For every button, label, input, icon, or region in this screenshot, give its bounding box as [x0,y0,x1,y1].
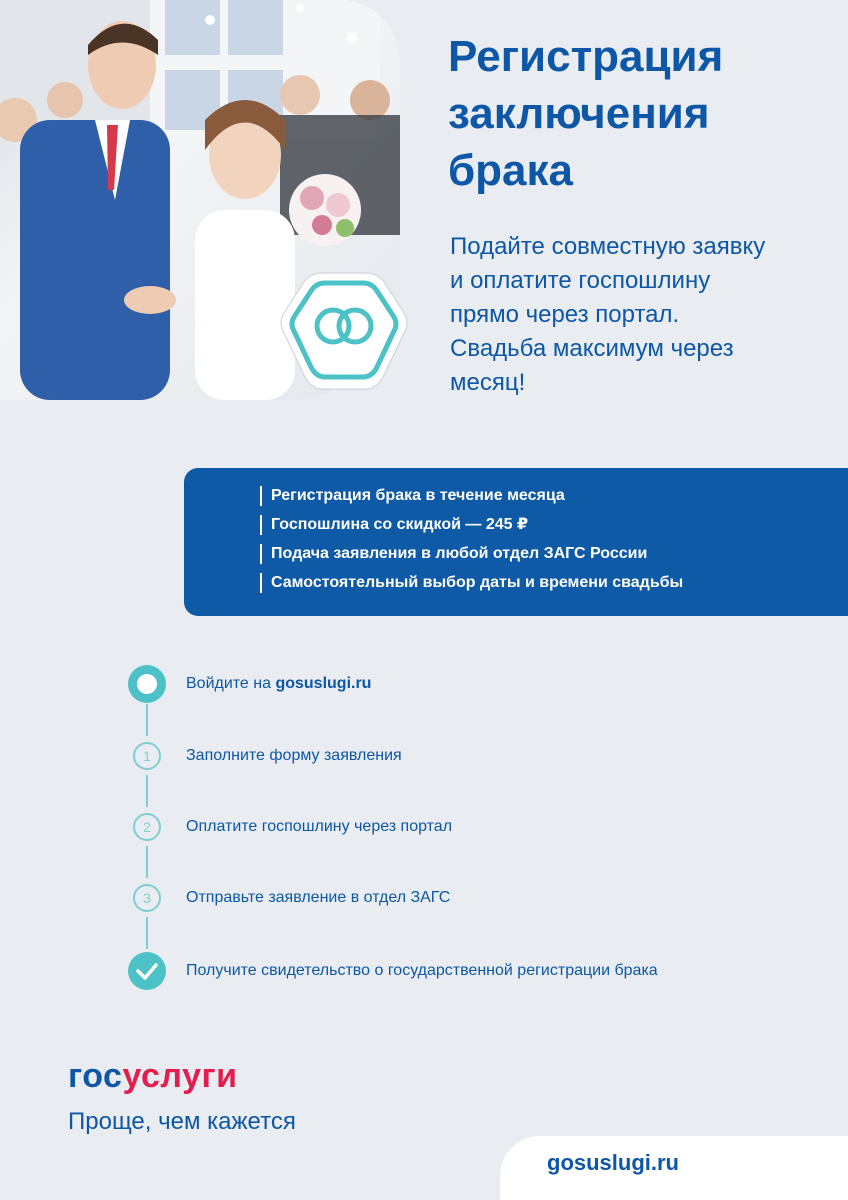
step-label: Заполните форму заявления [186,747,402,764]
step-number: 3 [143,890,151,906]
wedding-rings-icon [277,265,411,399]
gosuslugi-logo [68,1056,238,1096]
step-number-icon [132,883,162,918]
step-number-icon [132,741,162,776]
start-circle-icon [127,664,167,709]
benefits-panel [184,468,848,616]
portal-link[interactable]: gosuslugi.ru [275,675,372,692]
benefit-item: Самостоятельный выбор даты и времени свадьбы [260,573,848,593]
benefit-item: Подача заявления в любой отдел ЗАГС России [260,544,848,564]
checkmark-icon [127,951,167,996]
step-number: 1 [143,748,151,764]
step-label: Оплатите госпошлину через портал [186,818,453,835]
step-number: 2 [143,819,151,835]
site-tab [500,1136,848,1200]
timeline-connector [146,775,148,807]
logo-part: гос [68,1057,123,1095]
lead-line: Свадьба максимум через [450,335,734,362]
step-label: Получите свидетельство о государственной регистрации брака [186,962,658,979]
timeline-connector [146,846,148,878]
benefit-item: Госпошлина со скидкой — 245 ₽ [260,515,848,535]
lead-text [450,230,830,400]
lead-line: и оплатите госпошлину [450,267,711,294]
site-link[interactable]: gosuslugi.ru [547,1150,679,1175]
step-label: Отправьте заявление в отдел ЗАГС [186,889,451,906]
logo-part: услуги [122,1057,238,1095]
step-label: Войдите на [186,675,276,692]
title-line: брака [448,146,574,195]
benefit-item: Регистрация брака в течение месяца [260,486,848,506]
lead-line: Подайте совместную заявку [450,233,766,260]
page-title [448,28,828,199]
title-line: Регистрация [448,32,724,81]
benefits-list [184,468,848,593]
step-text [186,674,371,694]
timeline-connector [146,917,148,949]
lead-line: месяц! [450,369,526,396]
lead-line: прямо через портал. [450,301,680,328]
step-number-icon [132,812,162,847]
slogan: Проще, чем кажется [68,1108,296,1135]
title-line: заключения [448,89,710,138]
